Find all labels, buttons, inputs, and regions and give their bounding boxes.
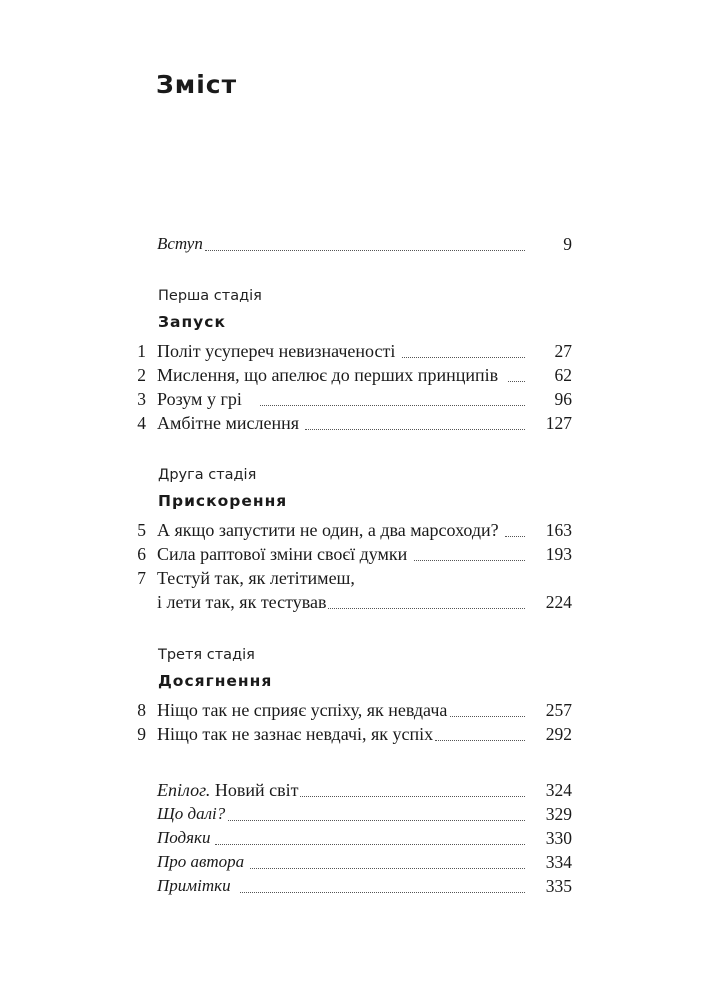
toc-entry-title: Подяки xyxy=(157,828,211,847)
toc-entry-chapter[interactable] xyxy=(0,566,728,590)
chapter-number: 3 xyxy=(137,389,146,409)
toc-entry-title xyxy=(157,778,298,802)
toc-page-number: 329 xyxy=(545,804,572,824)
chapter-number: 7 xyxy=(137,568,146,588)
leader-dots xyxy=(505,536,525,537)
toc-page-number: 257 xyxy=(545,700,572,720)
toc-entry-title: Сила раптової зміни своєї думки xyxy=(157,544,408,564)
leader-dots xyxy=(215,844,525,845)
toc-page-number: 292 xyxy=(545,724,572,744)
section-title: Прискорення xyxy=(158,492,288,510)
toc-entry-title: Політ усупереч невизначеності xyxy=(157,341,396,361)
toc-entry-title: Вступ xyxy=(157,234,203,253)
leader-dots xyxy=(402,357,525,358)
leader-dots xyxy=(450,716,525,717)
toc-entry-title: Ніщо так не сприяє успіху, як невдача xyxy=(157,700,448,720)
leader-dots xyxy=(508,381,525,382)
stage-label: Третя стадія xyxy=(158,647,255,663)
chapter-number: 5 xyxy=(137,520,146,540)
toc-entry-chapter[interactable] xyxy=(0,698,728,722)
toc-entry-chapter[interactable] xyxy=(0,363,728,387)
leader-dots xyxy=(228,820,525,821)
toc-entry-title: Ніщо так не зазнає невдачі, як успіх xyxy=(157,724,434,744)
chapter-number: 4 xyxy=(137,413,146,433)
toc-entry-chapter[interactable] xyxy=(0,542,728,566)
leader-dots xyxy=(300,796,525,797)
chapter-number: 8 xyxy=(137,700,146,720)
toc-page-number: 27 xyxy=(554,341,572,361)
toc-entry-chapter[interactable] xyxy=(0,722,728,746)
leader-dots xyxy=(328,608,525,609)
toc-entry-notes[interactable] xyxy=(0,874,728,898)
toc-entry-chapter-continued[interactable] xyxy=(0,590,728,614)
page-title: Зміст xyxy=(156,70,238,99)
toc-page-number: 330 xyxy=(545,828,572,848)
chapter-number: 1 xyxy=(137,341,146,361)
section-title: Запуск xyxy=(158,313,226,331)
chapter-number: 2 xyxy=(137,365,146,385)
toc-entry-epilogue[interactable] xyxy=(0,778,728,802)
toc-entry-title: Мислення, що апелює до перших принципів xyxy=(157,365,499,385)
leader-dots xyxy=(414,560,525,561)
toc-page-number: 127 xyxy=(545,413,572,433)
toc-entry-title: Розум у грі xyxy=(157,389,242,409)
toc-entry-whats-next[interactable] xyxy=(0,802,728,826)
toc-page-number: 224 xyxy=(545,592,572,612)
toc-entry-acknowledgements[interactable] xyxy=(0,826,728,850)
toc-page-number: 96 xyxy=(554,389,572,409)
toc-entry-title: і лети так, як тестував xyxy=(157,592,327,612)
chapter-number: 9 xyxy=(137,724,146,744)
leader-dots xyxy=(435,740,525,741)
section-title: Досягнення xyxy=(158,672,273,690)
stage-label: Друга стадія xyxy=(158,467,257,483)
leader-dots xyxy=(205,250,525,251)
toc-entry-title: Тестуй так, як летітимеш, xyxy=(157,568,355,588)
toc-page-number: 193 xyxy=(545,544,572,564)
toc-entry-title: Амбітне мислення xyxy=(157,413,300,433)
toc-entry-title-italic: Епілог. xyxy=(157,780,211,800)
toc-page-number: 163 xyxy=(545,520,572,540)
toc-page-number: 9 xyxy=(563,234,572,254)
toc-entry-title: Примітки xyxy=(157,876,231,895)
toc-entry-about-author[interactable] xyxy=(0,850,728,874)
toc-page-number: 324 xyxy=(545,780,572,800)
stage-label: Перша стадія xyxy=(158,288,262,304)
toc-page-number: 62 xyxy=(554,365,572,385)
toc-page-number: 335 xyxy=(545,876,572,896)
toc-entry-title: Про автора xyxy=(157,852,245,871)
leader-dots xyxy=(260,405,525,406)
toc-entry-chapter[interactable] xyxy=(0,387,728,411)
toc-entry-intro[interactable] xyxy=(0,232,728,256)
leader-dots xyxy=(240,892,525,893)
leader-dots xyxy=(305,429,525,430)
toc-entry-chapter[interactable] xyxy=(0,339,728,363)
toc-entry-chapter[interactable] xyxy=(0,518,728,542)
toc-entry-chapter[interactable] xyxy=(0,411,728,435)
chapter-number: 6 xyxy=(137,544,146,564)
toc-entry-title: А якщо запустити не один, а два марсоходи? xyxy=(157,520,499,540)
toc-entry-title-plain: Новий світ xyxy=(210,780,299,800)
toc-page-number: 334 xyxy=(545,852,572,872)
toc-entry-title: Що далі? xyxy=(157,804,226,823)
leader-dots xyxy=(250,868,525,869)
